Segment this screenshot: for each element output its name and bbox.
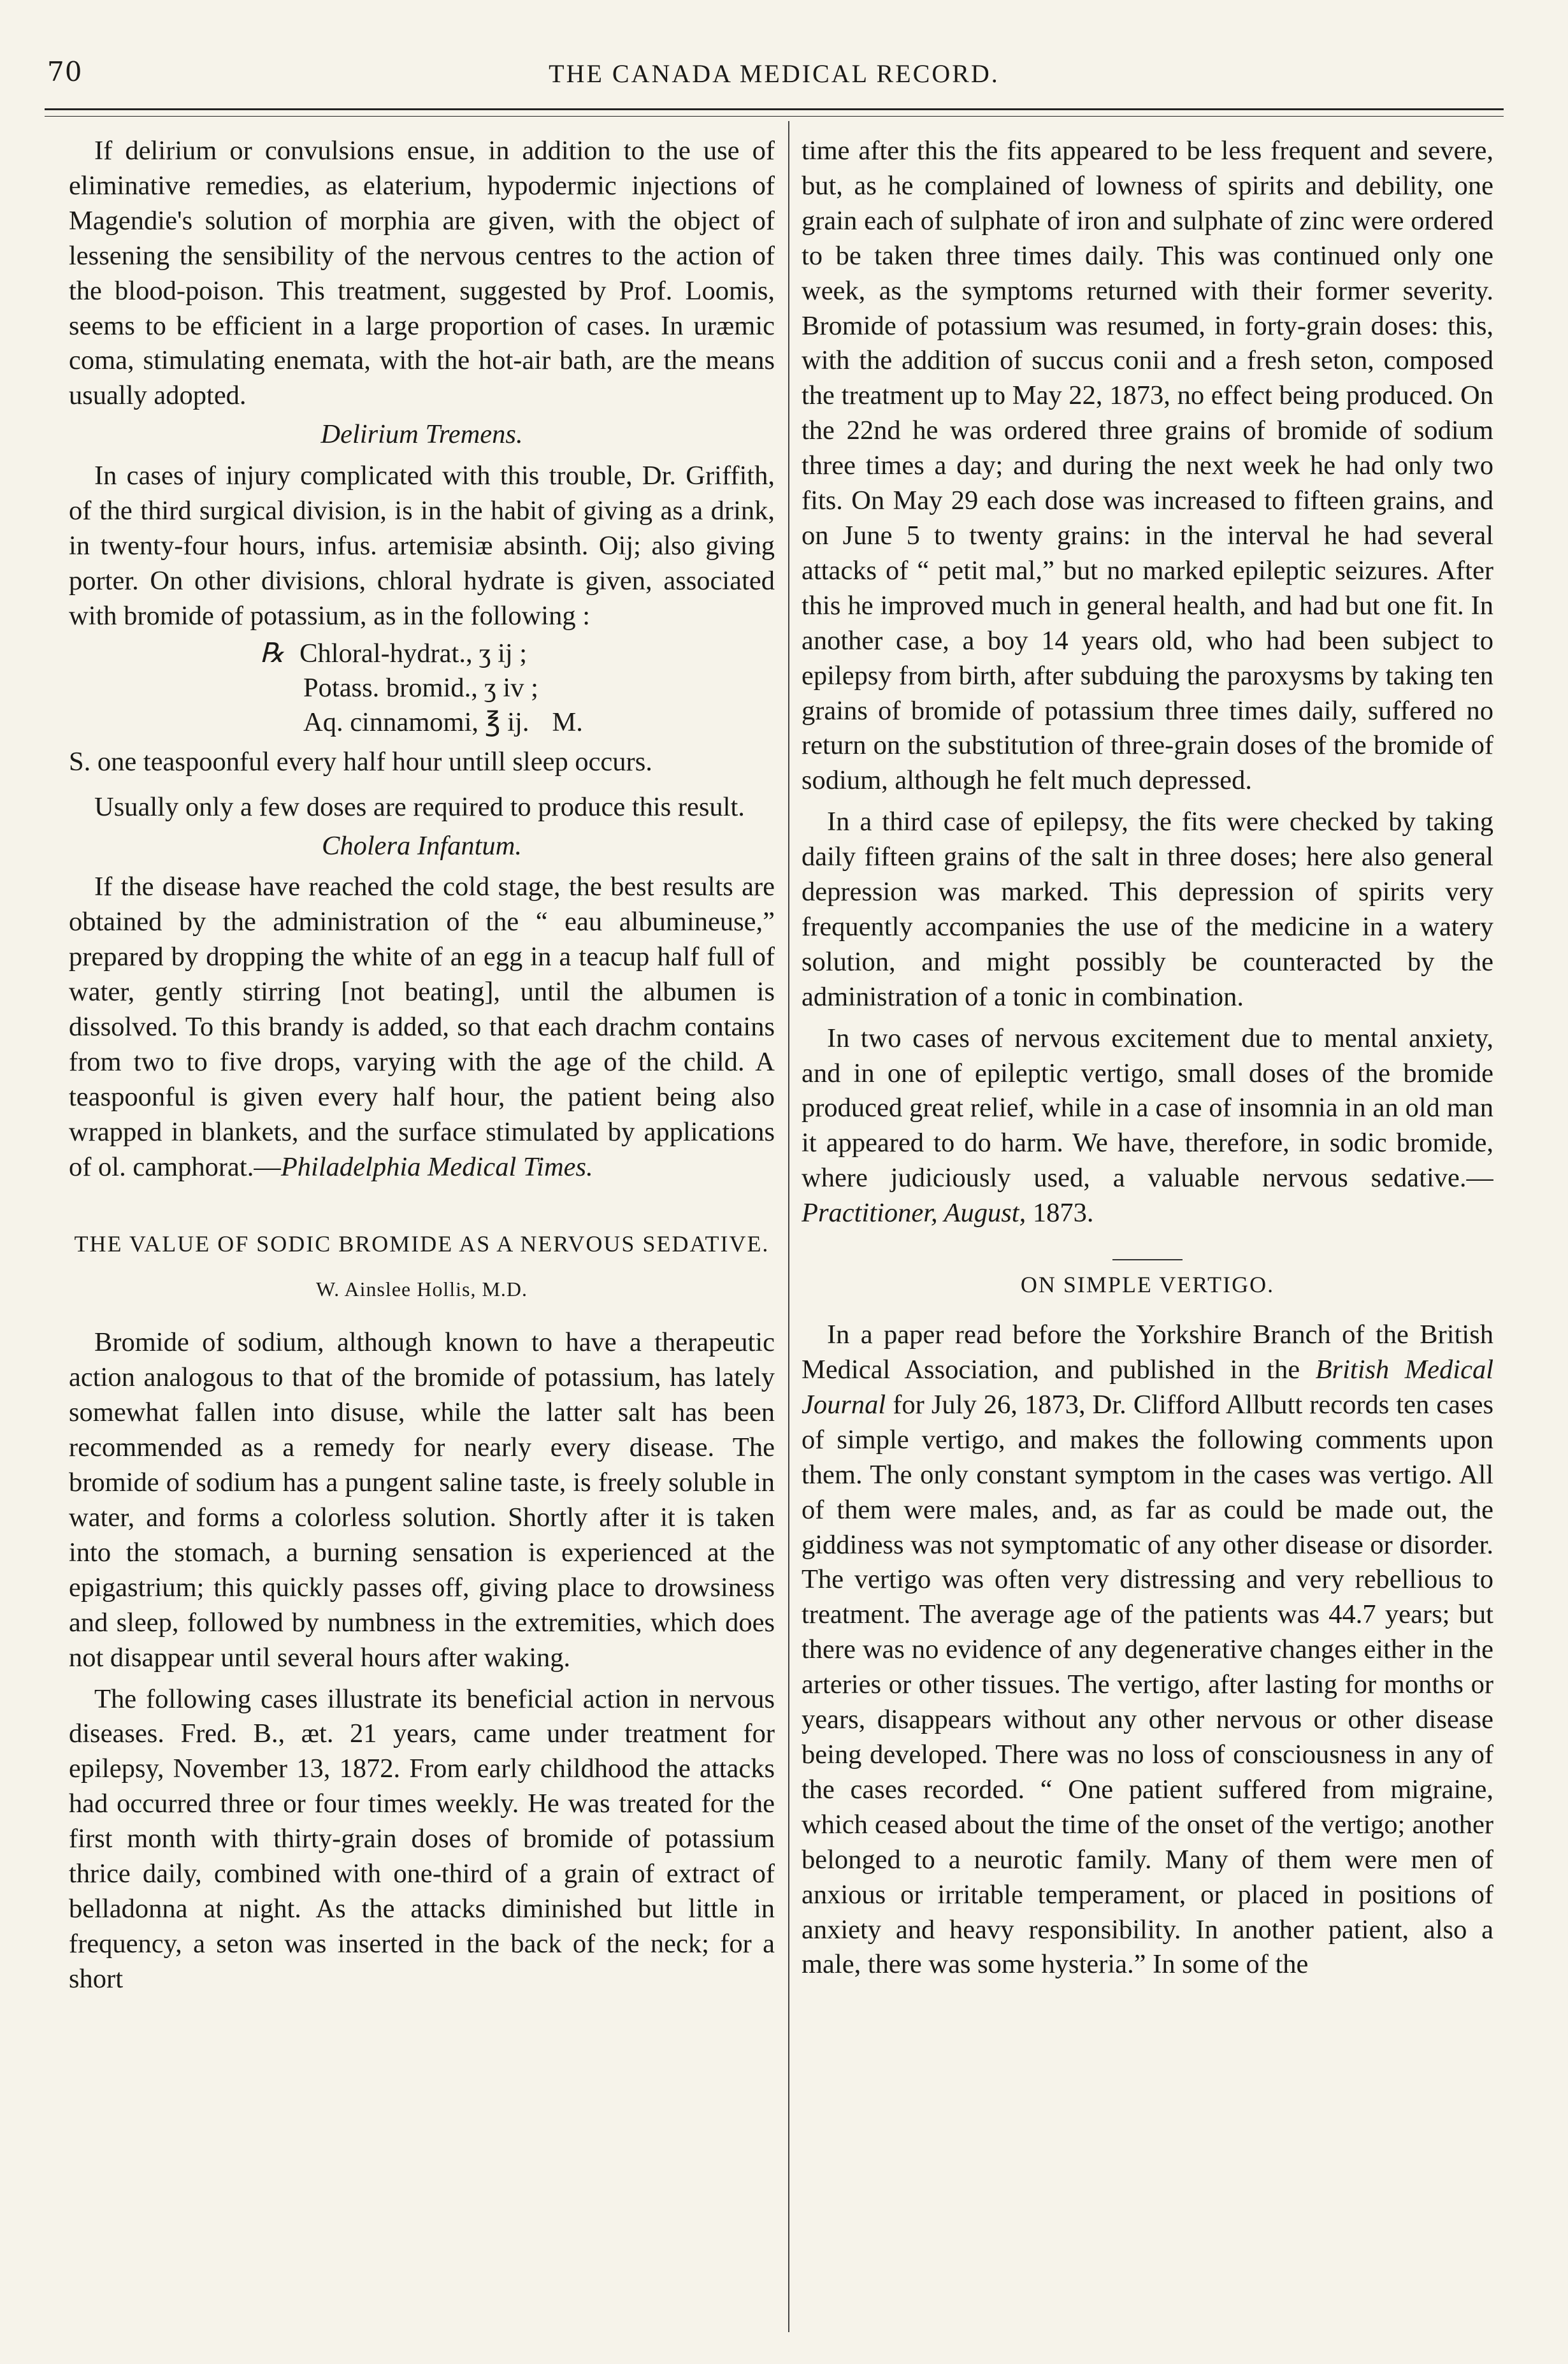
journal-name: British Medical Journal	[802, 1355, 1493, 1420]
section-heading-cholera-infantum: Cholera Infantum.	[321, 830, 522, 861]
paragraph-text: If the disease have reached the cold stage, the best results are obtained by the administration of the “ eau albumineuse,” prepared by dropping the white of an egg in a teacup half full of water, gently stirring [not beating], until the albumen is dissolved. To this brandy is added, so that each drachm contains from two to five drops, varying with the age of the child. A teaspoonful is given every half hour, the patient being also wrapped in blankets, and the surface stimulated by applications of ol. camphorat.—	[69, 872, 775, 1182]
paragraph	[802, 1021, 1493, 1231]
paragraph-text: for July 26, 1873, Dr. Clifford Allbutt records ten cases of simple vertigo, and makes the following comments upon them. The only constant symptom in the cases was vertigo. All of them were males, and, as far as could be made out, the giddiness was not symptomatic of any other disease or disorder. The vertigo was often very distressing and very rebellious to treatment. The average age of the patients was 44.7 years; but there was no evidence of any degenerative changes either in the arteries or other tissues. The vertigo, after lasting for months or years, disappears without any other nervous or other disease being developed. There was no loss of consciousness in any of the cases recorded. “ One patient suffered from migraine, which ceased about the time of the onset of the vertigo; another belonged to a neurotic family. Many of them were men of anxious or irritable temperament, or placed in positions of anxiety and heavy responsibility. In another patient, also a male, there was some hysteria.” In some of the	[802, 1389, 1493, 1980]
paragraph: In cases of injury complicated with this trouble, Dr. Griffith, of the third surgical division, is in the habit of giving as a drink, in twenty-four hours, infus. artemisiæ absinth. Oij; also giving porter. On other divisions, chloral hydrate is given, associated with bromide of potassium, as in the following :	[69, 461, 775, 631]
citation-year: 1873.	[1026, 1198, 1094, 1229]
article-title-sodic-bromide: THE VALUE OF SODIC BROMIDE AS A NERVOUS SEDATIVE.	[74, 1230, 770, 1257]
section-divider	[1112, 1259, 1183, 1260]
recipe-symbol: ℞	[260, 638, 285, 668]
ingredient-dose: ʒ iv ;	[484, 672, 538, 703]
left-column	[69, 134, 775, 2339]
ingredient-name: Aq. cinnamomi,	[303, 707, 479, 737]
section-heading-delirium-tremens: Delirium Tremens.	[320, 419, 523, 450]
page-header	[45, 45, 1504, 96]
prescription-line	[303, 705, 775, 740]
page-number: 70	[47, 56, 83, 87]
misce-mark: M.	[552, 707, 583, 737]
paragraph: time after this the fits appeared to be less frequent and severe, but, as he complained of lowness of spirits and debility, one grain each of sulphate of iron and sulphate of zinc were ordered to be taken three times daily. This was continued only one week, as the symptoms returned with their former severity. Bromide of potassium was resumed, in forty-grain doses: this, with the addition of succus conii and a fresh seton, composed the treatment up to May 22, 1873, no effect being produced. On the 22nd he was ordered three grains of bromide of sodium three times a day; and during the next week he had only two fits. On May 29 each dose was increased to fifteen grains, and on June 5 to twenty grains: in the interval he had several attacks of “ petit mal,” but no marked epileptic seizures. After this he improved much in general health, and had but one fit. In another case, a boy 14 years old, who had been subject to epilepsy from birth, after subduing the paroxysms by taking ten grains of bromide of potassium three times daily, suffered no return on the substitution of three-grain doses of the bromide of sodium, although he felt much depressed.	[802, 136, 1493, 796]
article-title-simple-vertigo: ON SIMPLE VERTIGO.	[1020, 1272, 1275, 1298]
paragraph	[802, 1318, 1493, 1982]
prescription	[260, 637, 775, 740]
header-rule	[45, 108, 1504, 110]
right-column	[802, 134, 1493, 2339]
paragraph: The following cases illustrate its beneficial action in nervous diseases. Fred. B., æt. 21 years, came under treatment for epilepsy, November 13, 1872. From early childhood the attacks had occurred three or four times weekly. He was treated for the first month with thirty-grain doses of bromide of potassium thrice daily, combined with one-third of a grain of extract of belladonna at night. As the attacks diminished but little in frequency, a seton was inserted in the back of the neck; for a short	[69, 1683, 775, 1994]
paragraph-text: In a paper read before the Yorkshire Branch of the British Medical Association, and published in the	[802, 1320, 1493, 1385]
ingredient-dose: ʒ ij ;	[478, 638, 528, 668]
paragraph	[69, 870, 775, 1185]
paragraph: Bromide of sodium, although known to have a therapeutic action analogous to that of the bromide of potassium, has lately somewhat fallen into disuse, while the latter salt has been recommended as a remedy for nearly every disease. The bromide of sodium has a pungent saline taste, is freely soluble in water, and forms a colorless solution. Shortly after it is taken into the stomach, a burning sensation is experienced at the epigastrium; this quickly passes off, giving place to drowsiness and sleep, followed by numbness in the extremities, which does not disappear until several hours after waking.	[69, 1327, 775, 1673]
paragraph: In a third case of epilepsy, the fits were checked by taking daily fifteen grains of the salt in three doses; here also general depression was marked. This depression of spirits very frequently accompanies the use of the medicine in a watery solution, and might possibly be counteracted by the administration of a tonic in combination.	[802, 807, 1493, 1012]
source-citation: Practitioner, August,	[802, 1198, 1026, 1229]
paragraph: If delirium or convulsions ensue, in addition to the use of eliminative remedies, as elaterium, hypodermic injections of Magendie's solution of morphia are given, with the object of lessening the sensibility of the nervous centres to the action of the blood-poison. This treatment, suggested by Prof. Loomis, seems to be efficient in a large proportion of cases. In uræmic coma, stimulating enemata, with the hot-air bath, are the means usually adopted.	[69, 136, 775, 411]
journal-title: THE CANADA MEDICAL RECORD.	[549, 59, 1000, 88]
prescription-line	[303, 671, 775, 705]
ingredient-name: Chloral-hydrat.,	[299, 638, 473, 668]
column-divider	[788, 121, 789, 2332]
paragraph-text: In two cases of nervous excitement due to mental anxiety, and in one of epileptic vertigo, small doses of the bromide produced great relief, while in a case of insomnia in an old man it appeared to do harm. We have, therefore, in sodic bromide, where judiciously used, a valuable nervous sedative.—	[802, 1023, 1493, 1193]
source-citation: Philadelphia Medical Times.	[280, 1151, 593, 1182]
paragraph: Usually only a few doses are required to produce this result.	[94, 791, 745, 822]
ingredient-name: Potass. bromid.,	[303, 672, 478, 703]
signa-line: S. one teaspoonful every half hour untill sleep occurs.	[69, 746, 652, 777]
ingredient-dose: ℥ ij.	[485, 707, 529, 737]
header-rule-thin	[45, 116, 1504, 117]
article-author: W. Ainslee Hollis, M.D.	[315, 1277, 528, 1301]
prescription-line	[260, 637, 775, 671]
